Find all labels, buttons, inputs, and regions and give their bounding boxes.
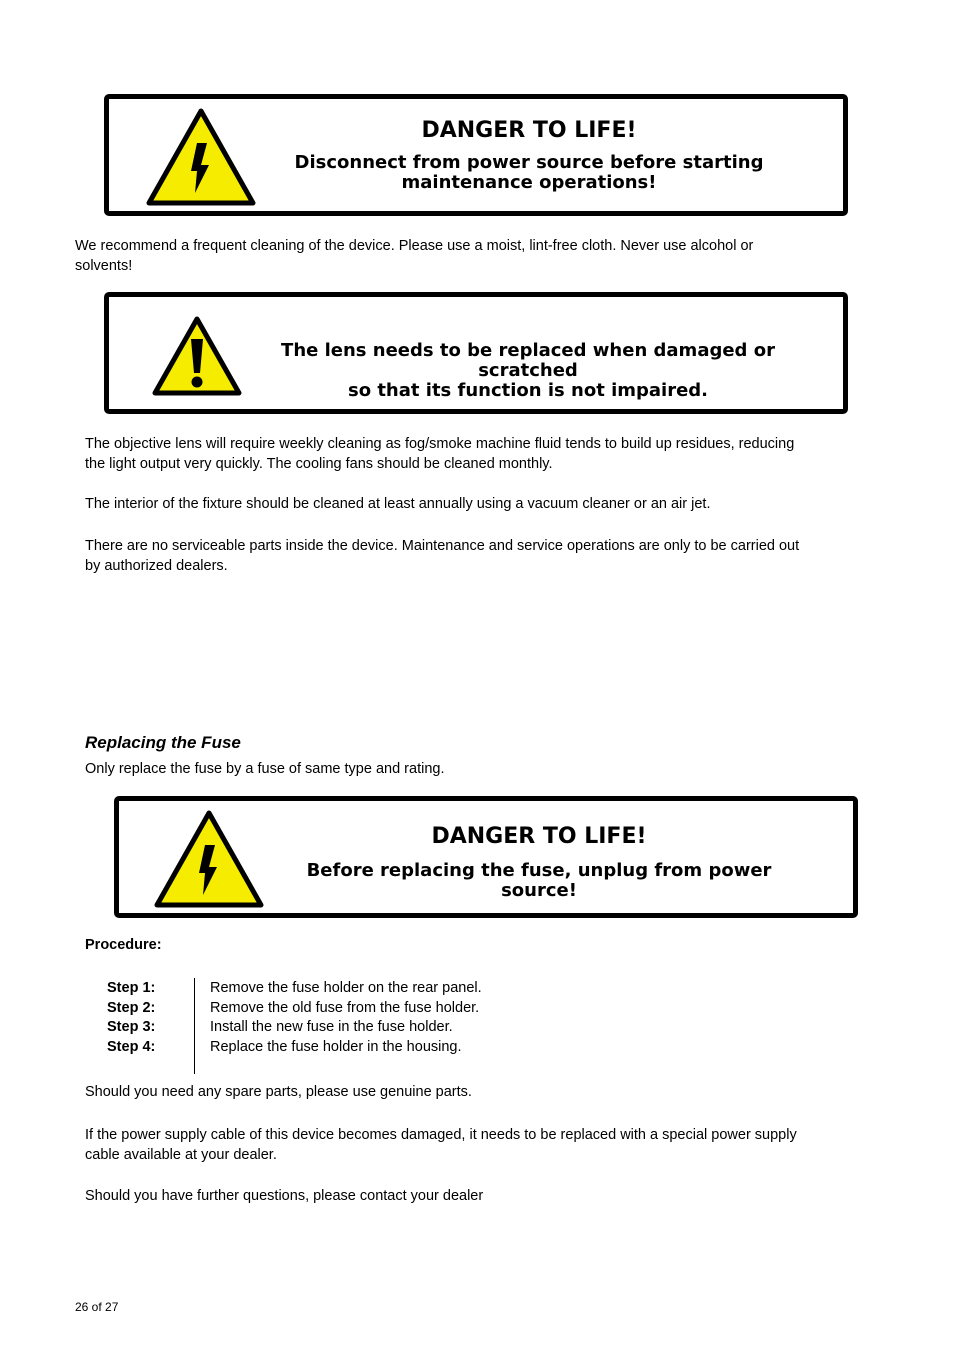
questions-paragraph: Should you have further questions, please contact your dealer [85,1188,484,1204]
spare-parts-paragraph: Should you need any spare parts, please use genuine parts. [85,1084,472,1100]
warning-title: DANGER TO LIFE! [431,824,647,849]
danger-warning-box-1 [104,94,848,216]
electric-hazard-icon [145,107,257,207]
step-text: Install the new fuse in the fuse holder. [210,1019,453,1035]
procedure-label: Procedure: [85,937,162,953]
fuse-intro: Only replace the fuse by a fuse of same type and rating. [85,761,445,777]
warning-message-line-1: Disconnect from power source before starting [294,152,764,173]
cleaning-paragraph-1: We recommend a frequent cleaning of the device. Please use a moist, lint-free cloth. Never use alcohol or solvents! [75,238,754,274]
lens-warning-line-2: so that its function is not impaired. [347,380,709,401]
section-heading-replacing-fuse: Replacing the Fuse [85,733,241,752]
procedure-steps [107,978,707,1076]
step-text: Remove the old fuse from the fuse holder. [210,1000,480,1016]
exclamation-warning-icon [151,315,243,397]
step-label: Step 4: [107,1039,156,1055]
step-text: Replace the fuse holder in the housing. [210,1039,462,1055]
danger-warning-box-2 [114,796,858,918]
cleaning-paragraph-3: The interior of the fixture should be cleaned at least annually using a vacuum cleaner or an air jet. [85,496,711,512]
lens-warning-line-1: The lens needs to be replaced when damaged or scratched [281,340,775,381]
step-divider [194,978,195,1074]
lens-warning-box [104,292,848,414]
step-text: Remove the fuse holder on the rear panel. [210,980,482,996]
step-label: Step 2: [107,1000,156,1016]
electric-hazard-icon [153,809,265,909]
warning-message: Before replacing the fuse, unplug from power source! [306,860,772,901]
warning-message-line-2: maintenance operations! [401,172,657,193]
page-number: 26 of 27 [75,1300,119,1314]
step-label: Step 1: [107,980,156,996]
power-cable-paragraph: If the power supply cable of this device becomes damaged, it needs to be replaced with a special power supply cable available at your dealer. [85,1127,797,1163]
cleaning-paragraph-2: The objective lens will require weekly cleaning as fog/smoke machine fluid tends to build up residues, reducing the light output very quickly. The cooling fans should be cleaned monthly. [85,436,795,472]
step-label: Step 3: [107,1019,156,1035]
cleaning-paragraph-4: There are no serviceable parts inside the device. Maintenance and service operations are only to be carried out by authorized dealers. [85,538,800,574]
warning-title: DANGER TO LIFE! [421,118,637,143]
